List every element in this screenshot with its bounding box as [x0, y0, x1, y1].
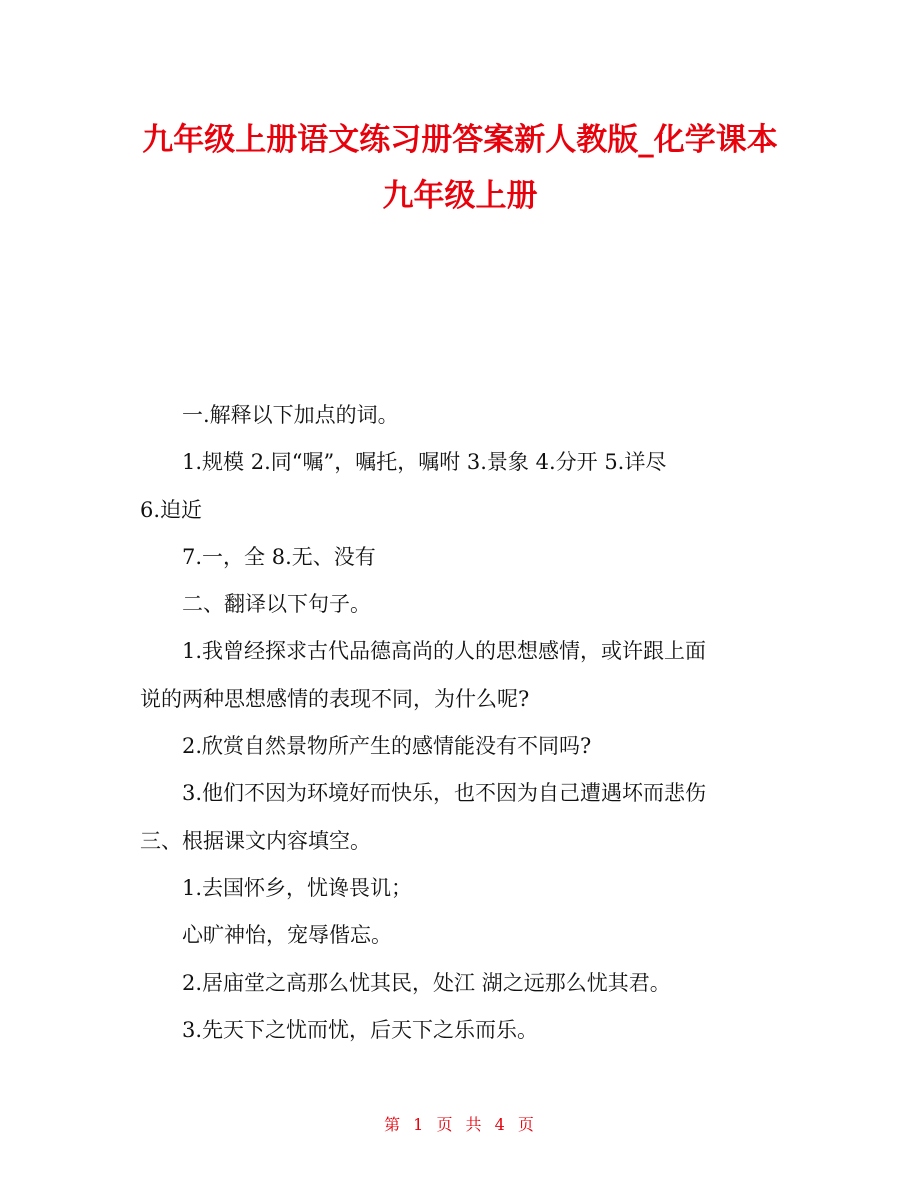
- paragraph-answers-1-to-6: [140, 439, 785, 534]
- paragraph-translation-2: 2.欣赏自然景物所产生的感情能没有不同吗?: [182, 734, 592, 759]
- paragraph-section-3-heading: 三、根据课文内容填空。: [140, 828, 371, 853]
- paragraph-fill-2: 2.居庙堂之高那么忧其民，处江 湖之远那么忧其君。: [182, 970, 671, 995]
- page-number-footer: 第 1 页 共 4 页: [384, 1115, 536, 1134]
- paragraph-line: 说的两种思想感情的表现不同，为什么呢?: [140, 686, 530, 711]
- paragraph-translation-3: 3.他们不因为环境好而快乐，也不因为自己遭遇坏而悲伤: [182, 781, 707, 806]
- document-body: [140, 392, 785, 1054]
- paragraph-fill-1b: 心旷神怡，宠辱偕忘。: [182, 923, 392, 948]
- paragraph-line: 6.迫近: [140, 497, 203, 522]
- title-line-2: 九年级上册: [382, 178, 538, 214]
- paragraph-line: 1.规模 2.同“嘱”，嘱托，嘱咐 3.景象 4.分开 5.详尽: [182, 450, 667, 475]
- document-title: [110, 112, 810, 224]
- paragraph-translation-1: [140, 628, 785, 723]
- paragraph-section-1-heading: 一.解释以下加点的词。: [182, 403, 399, 427]
- paragraph-section-2-heading: 二、翻译以下句子。: [182, 592, 371, 617]
- paragraph-fill-3: 3.先天下之忧而忧，后天下之乐而乐。: [182, 1017, 539, 1042]
- paragraph-answers-7-8: 7.一，全 8.无、没有: [182, 544, 376, 569]
- paragraph-fill-1a: 1.去国怀乡，忧谗畏讥；: [182, 875, 413, 900]
- paragraph-line: 1.我曾经探求古代品德高尚的人的思想感情，或许跟上面: [182, 639, 707, 664]
- title-line-1: 九年级上册语文练习册答案新人教版_化学课本: [142, 122, 778, 158]
